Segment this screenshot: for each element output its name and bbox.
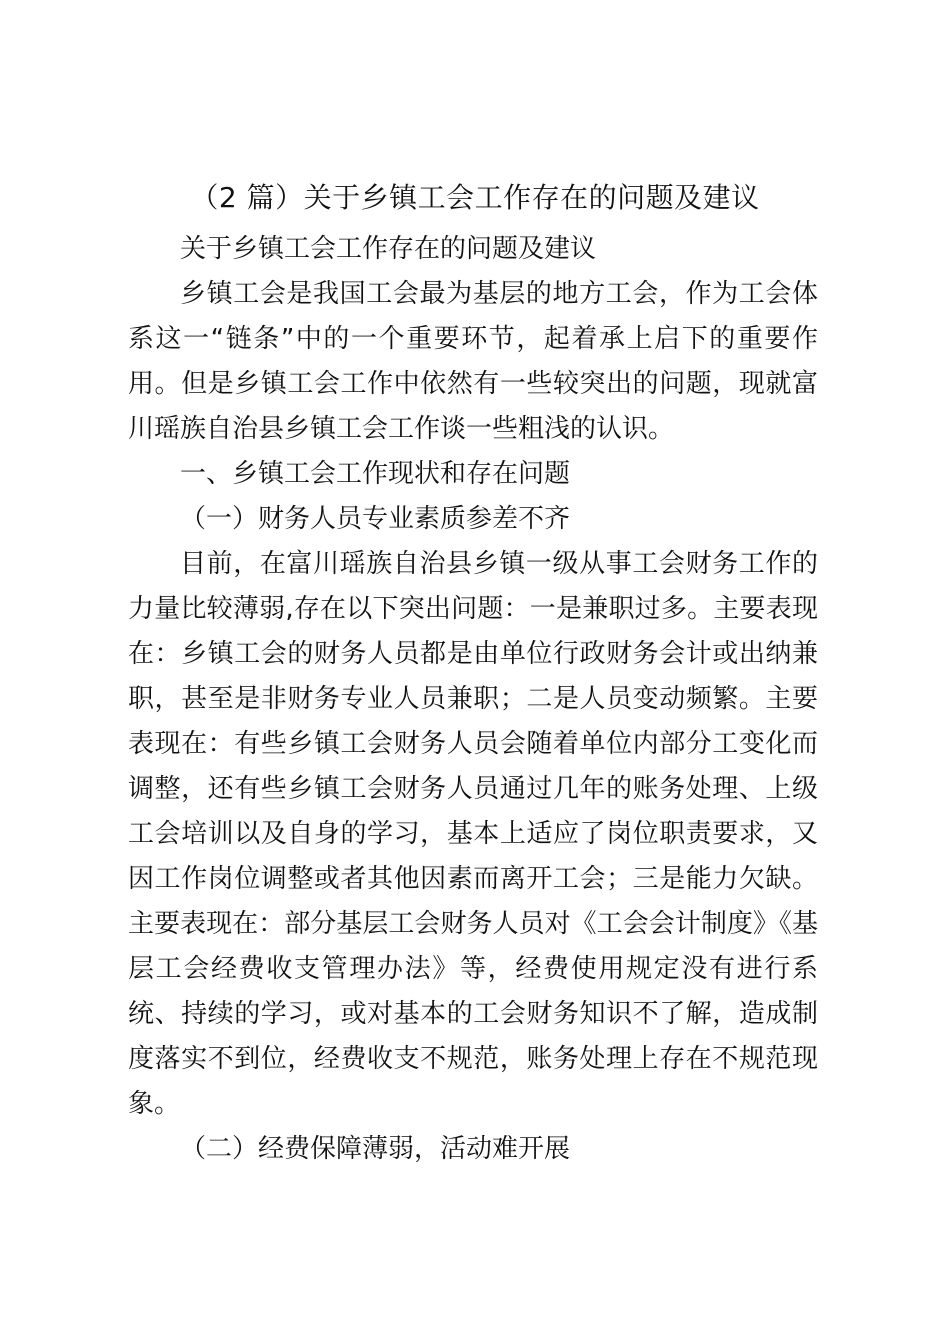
subsection-heading-2: （二）经费保障薄弱，活动难开展 — [180, 1134, 571, 1164]
article-title: 关于乡镇工会工作存在的问题及建议 — [180, 234, 597, 264]
finance-staff-paragraph: 目前，在富川瑶族自治县乡镇一级从事工会财务工作的力量比较薄弱,存在以下突出问题：一是兼职过多。主要表现在：乡镇工会的财务人员都是由单位行政财务会计或出纳兼职，甚至是非财务专业人员兼职；二是人员变动频繁。主要表现在：有些乡镇工会财务人员会随着单位内部分工变化而调整，还有些乡镇工会财务人员通过几年的账务处理、上级工会培训以及自身的学习，基本上适应了岗位职责要求，又因工作岗位调整或者其他因素而离开工会；三是能力欠缺。主要表现在：部分基层工会财务人员对《工会会计制度》《基层工会经费收支管理办法》等，经费使用规定没有进行系统、持续的学习，或对基本的工会财务知识不了解，造成制度落实不到位，经费收支不规范，账务处理上存在不规范现象。 — [128, 549, 818, 1119]
section-heading-1: 一、乡镇工会工作现状和存在问题 — [180, 459, 571, 489]
document-body — [128, 227, 818, 1172]
document-title: （2 篇）关于乡镇工会工作存在的问题及建议 — [190, 181, 760, 214]
subsection-heading-1: （一）财务人员专业素质参差不齐 — [180, 504, 571, 534]
intro-paragraph: 乡镇工会是我国工会最为基层的地方工会，作为工会体系这一“链条”中的一个重要环节，起着承上启下的重要作用。但是乡镇工会工作中依然有一些较突出的问题，现就富川瑶族自治县乡镇工会工作谈一些粗浅的认识。 — [128, 279, 818, 444]
